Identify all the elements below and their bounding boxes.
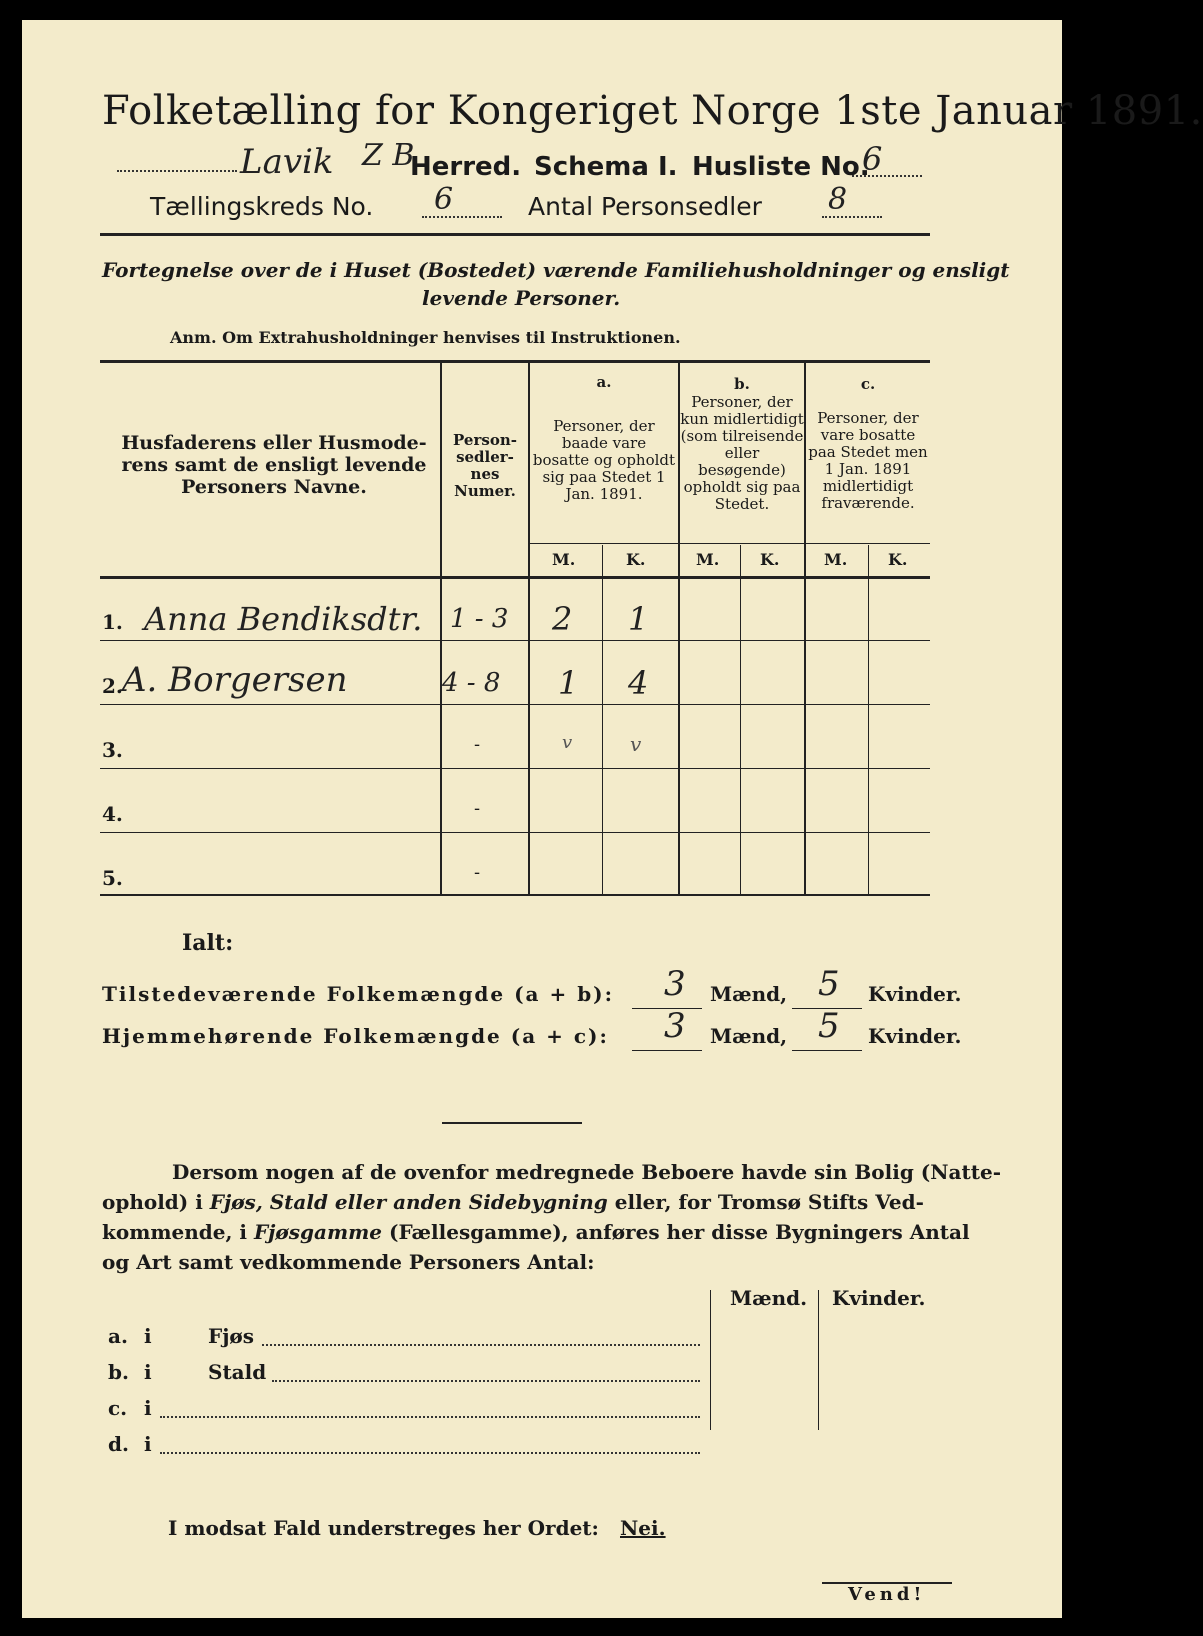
col-num-header bbox=[442, 432, 528, 500]
personsedler-dots bbox=[822, 216, 882, 218]
buildings-p2 bbox=[102, 1190, 924, 1214]
bldg-b-dots bbox=[272, 1380, 700, 1382]
row-5-num: - bbox=[474, 862, 481, 883]
hjem-label: Hjemmehørende Folkemængde (a + c): bbox=[102, 1024, 609, 1048]
vline-b-mk bbox=[740, 545, 741, 894]
intro-line1: Fortegnelse over de i Huset (Bostedet) værende Familiehusholdninger og ensligt bbox=[102, 258, 1010, 282]
p2a: ophold) i bbox=[102, 1190, 210, 1214]
separator bbox=[442, 1122, 582, 1124]
bldg-a-letter: a. bbox=[108, 1324, 128, 1348]
kreds-value: 6 bbox=[434, 182, 454, 217]
row-1-am: 2 bbox=[552, 600, 573, 638]
anm-note: Anm. Om Extrahusholdninger henvises til Instruktionen. bbox=[170, 328, 681, 347]
bldg-maend-header: Mænd. bbox=[730, 1286, 808, 1310]
buildings-p1: Dersom nogen af de ovenfor medregnede Beboere havde sin Bolig (Natte- bbox=[172, 1160, 1001, 1184]
buildings-p3 bbox=[102, 1220, 970, 1244]
mk-rule bbox=[530, 543, 930, 544]
personsedler-label: Antal Personsedler bbox=[528, 192, 762, 221]
p2b: Fjøs, Stald eller anden Sidebygning bbox=[209, 1190, 608, 1214]
rule-top bbox=[100, 233, 930, 236]
row-2-num: 4 - 8 bbox=[442, 668, 501, 698]
tilst-maend: Mænd, bbox=[710, 982, 788, 1006]
col-b-header: Personer, der kun midlertidigt (som tilreisende eller besøgende) opholdt sig paa Stedet. bbox=[680, 393, 804, 513]
intro-line2: levende Personer. bbox=[422, 286, 621, 310]
bldg-b-letter: b. bbox=[108, 1360, 129, 1384]
census-form bbox=[22, 20, 1203, 1618]
col-num-l1: Person- bbox=[453, 431, 517, 449]
b-m: M. bbox=[696, 550, 720, 569]
bldg-b-text: Stald bbox=[208, 1360, 267, 1384]
vline-2 bbox=[528, 362, 530, 894]
row-1-name: Anna Bendiksdtr. bbox=[144, 600, 423, 638]
bldg-vline-1 bbox=[710, 1290, 711, 1430]
row-2-name: A. Borgersen bbox=[122, 660, 348, 700]
row-2-am: 1 bbox=[558, 664, 579, 702]
bldg-a-text: Fjøs bbox=[208, 1324, 255, 1348]
bldg-a-i: i bbox=[144, 1324, 152, 1348]
col-a-header: Personer, der baade vare bosatte og opholdt sig paa Stedet 1 Jan. 1891. bbox=[532, 417, 676, 503]
hjem-m-line bbox=[632, 1050, 702, 1051]
bldg-c-i: i bbox=[144, 1396, 152, 1420]
bldg-a-dots bbox=[262, 1344, 700, 1346]
a-k: K. bbox=[626, 550, 646, 569]
row-1-ak: 1 bbox=[628, 600, 649, 638]
vend-text: Vend! bbox=[848, 1584, 926, 1605]
row-rule-5 bbox=[100, 894, 930, 896]
p2c: eller, for Tromsø Stifts Ved- bbox=[607, 1190, 924, 1214]
tilst-kvinder: Kvinder. bbox=[868, 982, 962, 1006]
kreds-dots bbox=[422, 216, 502, 218]
bldg-c-letter: c. bbox=[108, 1396, 128, 1420]
col-a-letter: a. bbox=[596, 373, 612, 391]
tilst-k: 5 bbox=[818, 964, 840, 1004]
vline-c-mk bbox=[868, 545, 869, 894]
vline-a-mk bbox=[602, 545, 603, 894]
herred-dots bbox=[117, 170, 237, 172]
row-rule-2 bbox=[100, 704, 930, 705]
tilst-m: 3 bbox=[664, 964, 686, 1004]
personsedler-value: 8 bbox=[828, 182, 848, 217]
row-4-num: - bbox=[474, 798, 481, 819]
form-title: Folketælling for Kongeriget Norge 1ste Januar 1891. bbox=[102, 88, 1203, 134]
nei-word: Nei. bbox=[620, 1516, 666, 1540]
bldg-d-letter: d. bbox=[108, 1432, 129, 1456]
herred-label: Herred. bbox=[410, 152, 522, 182]
row-3-am: v bbox=[562, 732, 573, 753]
bldg-kvinder-header: Kvinder. bbox=[832, 1286, 926, 1310]
herred-value: Lavik bbox=[240, 142, 334, 182]
hjem-kvinder: Kvinder. bbox=[868, 1024, 962, 1048]
col-c-letter: c. bbox=[860, 375, 876, 393]
row-2-number: 2. bbox=[102, 674, 123, 698]
row-2-ak: 4 bbox=[628, 664, 649, 702]
row-3-ak: v bbox=[630, 732, 642, 756]
row-5-number: 5. bbox=[102, 866, 123, 890]
c-m: M. bbox=[824, 550, 848, 569]
husliste-dots bbox=[852, 175, 922, 177]
row-1-number: 1. bbox=[102, 610, 123, 634]
row-rule-4 bbox=[100, 832, 930, 833]
p3c: (Fællesgamme), anføres her disse Bygningers Antal bbox=[382, 1220, 970, 1244]
col-b-letter: b. bbox=[734, 375, 750, 393]
col-num-l2: sedler- bbox=[456, 448, 514, 466]
husliste-label: Husliste No. bbox=[692, 152, 870, 182]
modsat-text: I modsat Fald understreges her Ordet: bbox=[168, 1516, 599, 1540]
bldg-d-i: i bbox=[144, 1432, 152, 1456]
schema-label: Schema I. bbox=[534, 152, 678, 182]
col-num-l3: nes bbox=[470, 465, 500, 483]
bldg-c-dots bbox=[160, 1416, 700, 1418]
herred-extra: Z B bbox=[362, 138, 415, 173]
row-rule-1 bbox=[100, 640, 930, 641]
hjem-m: 3 bbox=[664, 1006, 686, 1046]
hjem-maend: Mænd, bbox=[710, 1024, 788, 1048]
row-rule-3 bbox=[100, 768, 930, 769]
tilst-label: Tilstedeværende Folkemængde (a + b): bbox=[102, 982, 615, 1006]
p3a: kommende, i bbox=[102, 1220, 254, 1244]
row-1-num: 1 - 3 bbox=[450, 604, 509, 634]
row-3-number: 3. bbox=[102, 738, 123, 762]
bldg-vline-2 bbox=[818, 1290, 819, 1430]
b-k: K. bbox=[760, 550, 780, 569]
col-name-header bbox=[114, 432, 434, 498]
col-num-l4: Numer. bbox=[454, 482, 516, 500]
a-m: M. bbox=[552, 550, 576, 569]
hjem-k: 5 bbox=[818, 1006, 840, 1046]
kreds-label: Tællingskreds No. bbox=[150, 192, 374, 221]
bldg-d-dots bbox=[160, 1452, 700, 1454]
col-name-l2: rens samt de ensligt levende bbox=[121, 454, 427, 476]
c-k: K. bbox=[888, 550, 908, 569]
col-name-l1: Husfaderens eller Husmode- bbox=[121, 432, 427, 454]
husliste-value: 6 bbox=[862, 140, 883, 178]
bldg-b-i: i bbox=[144, 1360, 152, 1384]
row-4-number: 4. bbox=[102, 802, 123, 826]
p3b: Fjøsgamme bbox=[253, 1220, 383, 1244]
col-name-l3: Personers Navne. bbox=[181, 476, 367, 498]
buildings-p4: og Art samt vedkommende Personers Antal: bbox=[102, 1250, 595, 1274]
ialt-label: Ialt: bbox=[182, 930, 234, 956]
col-c-header: Personer, der vare bosatte paa Stedet men 1 Jan. 1891 midlertidigt fraværende. bbox=[808, 409, 928, 512]
row-3-num: - bbox=[474, 734, 481, 755]
hjem-k-line bbox=[792, 1050, 862, 1051]
